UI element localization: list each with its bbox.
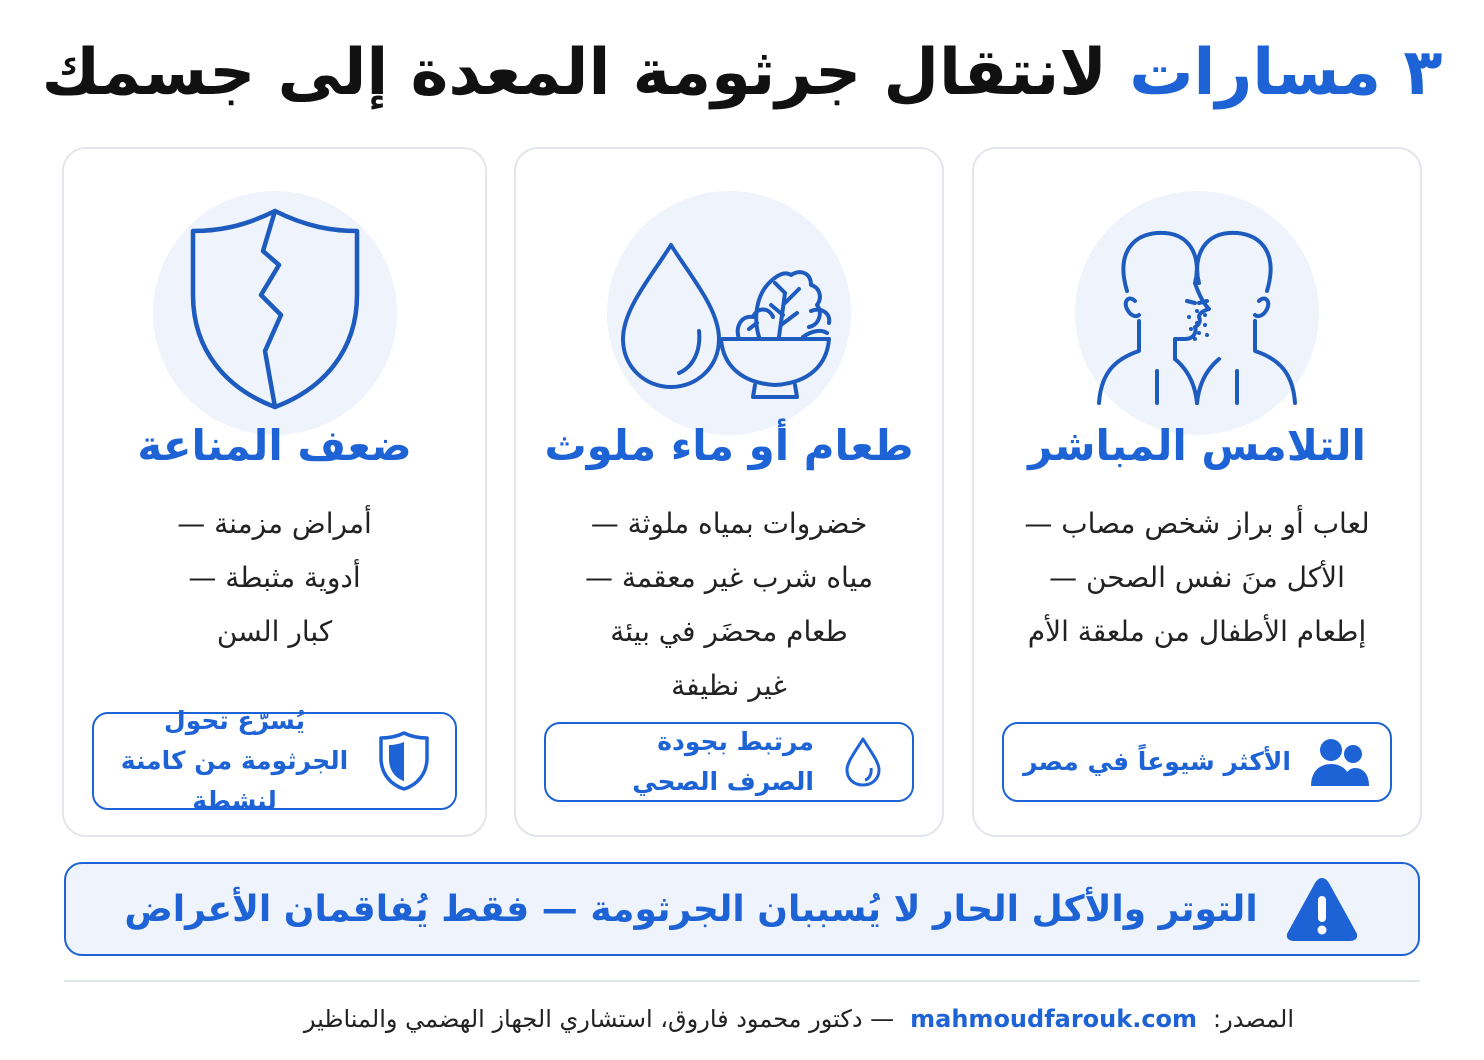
bullet-list xyxy=(974,497,1420,659)
warning-banner xyxy=(64,862,1420,956)
divider xyxy=(64,980,1420,982)
bullet-item: أدوية مثبطة — xyxy=(188,561,361,594)
note-pill xyxy=(92,706,457,815)
people-group-icon xyxy=(1309,736,1371,788)
bullet-item: خضروات بمياه ملوثة — xyxy=(590,507,868,540)
note-text: مرتبط بجودة الصرف الصحي xyxy=(632,727,814,796)
bullet-item: غير نظيفة xyxy=(671,669,787,702)
title-rest: لانتقال جرثومة المعدة إلى جسمك xyxy=(41,36,1107,110)
note-pill xyxy=(544,722,914,802)
water-drop-and-vegetable-bowl-icon xyxy=(607,191,851,435)
note-text: الأكثر شيوعاً في مصر xyxy=(1023,747,1291,776)
shield-icon xyxy=(373,735,435,787)
bullet-item: طعام محضَر في بيئة xyxy=(610,615,848,648)
source-line xyxy=(64,996,1294,1042)
note-text: يُسرّع تحول الجرثومة من كامنة لنشطة xyxy=(120,706,349,815)
card-title: التلامس المباشر xyxy=(1028,421,1366,470)
card-title: ضعف المناعة xyxy=(137,421,412,470)
page-title xyxy=(0,28,1484,118)
two-people-talking-icon xyxy=(1075,191,1319,435)
card-weak-immunity xyxy=(62,147,487,837)
source-link[interactable]: mahmoudfarouk.com xyxy=(910,1005,1198,1033)
water-drop-icon xyxy=(832,736,894,788)
warning-text: التوتر والأكل الحار لا يُسببان الجرثومة — فقط يُفاقمان الأعراض xyxy=(124,888,1258,930)
bullet-item: لعاب أو براز شخص مصاب — xyxy=(1024,507,1370,540)
title-accent: ٣ مسارات xyxy=(1129,36,1443,110)
source-label: المصدر: xyxy=(1213,1005,1294,1033)
bullet-item: إطعام الأطفال من ملعقة الأم xyxy=(1027,615,1367,648)
card-contaminated-food xyxy=(514,147,944,837)
cracked-shield-icon xyxy=(153,191,397,435)
bullet-list xyxy=(64,497,485,659)
bullet-list xyxy=(516,497,942,713)
bullet-item: الأكل منَ نفس الصحن — xyxy=(1049,561,1345,594)
warning-triangle-icon xyxy=(1284,874,1360,944)
card-direct-contact xyxy=(972,147,1422,837)
bullet-item: أمراض مزمنة — xyxy=(177,507,372,540)
card-title: طعام أو ماء ملوث xyxy=(544,421,914,470)
source-credit: — دكتور محمود فاروق، استشاري الجهاز الهضمي والمناظير xyxy=(303,1005,895,1033)
bullet-item: مياه شرب غير معقمة — xyxy=(585,561,873,594)
bullet-item: كبار السن xyxy=(216,615,333,648)
note-pill xyxy=(1002,722,1392,802)
